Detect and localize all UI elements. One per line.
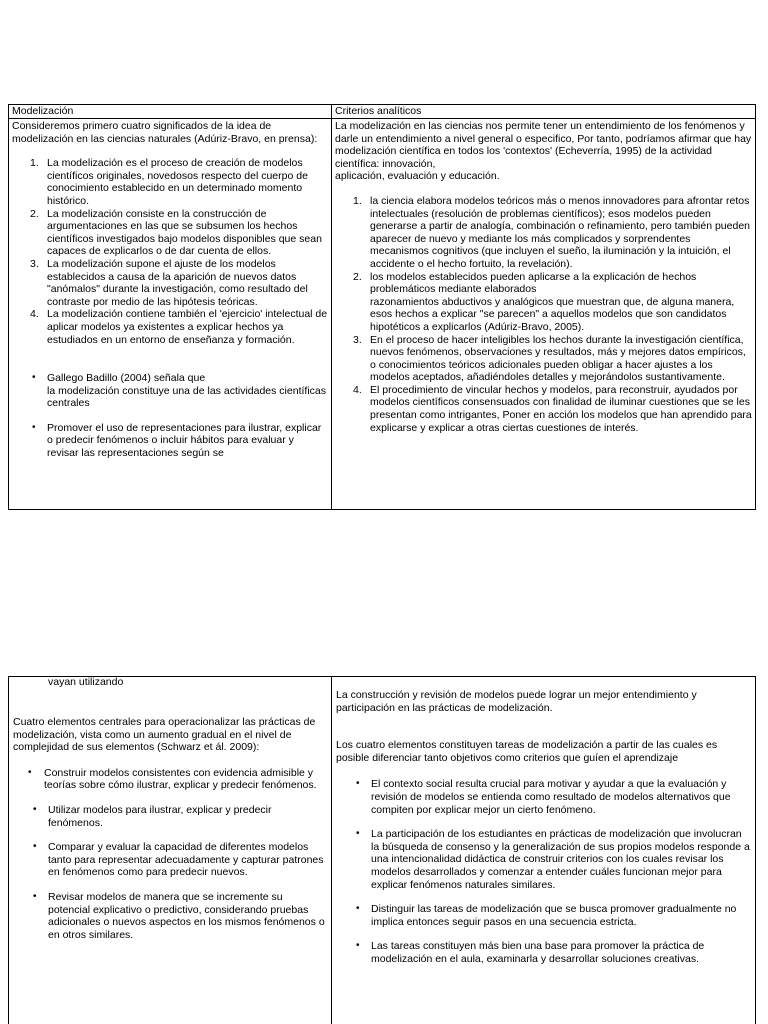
criterios-column [332, 105, 755, 509]
modelization-table [8, 104, 756, 510]
list-item: 3. En el proceso de hacer inteligibles los hechos durante la investigación científica, nuevos fenómenos, observaciones y resultados, más y mejores datos empíricos, o conocimientos teóricos adicionales pueden obligar a hacer ajustes a los modelos aceptados, añadiéndoles detalles y mejorándolos sustantivamente. [353, 333, 746, 384]
continuation-text: vayan utilizando [48, 677, 124, 688]
list-item: 1. la ciencia elabora modelos teóricos más o menos innovadores para afrontar retos intelectuales (resolución de problemas científicos); esos modelos pueden generarse a partir de analogía, combinación o refinamiento, pero también pueden aparecer de nuevo y mediante los más complicados y sorprendentes mecanismos cognitivos (que incluyen el sueño, la iluminación y la intuición, el accidente o el hecho fortuito, la revelación). [353, 194, 750, 270]
list-item: 4. El procedimiento de vincular hechos y modelos, para reconstruir, ayudados por modelos científicos consensuados con finalidad de iluminar cuestiones que se les presentan como intrigantes, Poner en acción los modelos que han aprendido para explicarse y explicar a otras ciertas cuestiones de interés. [353, 383, 752, 434]
list-item: 4. La modelización contiene también el 'ejercicio' intelectual de aplicar modelos ya existentes a explicar hechos ya estudiados en un entorno de enseñanza y formación. [30, 308, 328, 346]
bullet-icon: • [33, 841, 37, 853]
considerations-list [336, 778, 751, 965]
column-header-modelizacion: Modelización [9, 105, 331, 119]
bullet-icon: • [28, 766, 32, 778]
modelizacion-column [9, 105, 332, 509]
list-item: 1. La modelización es el proceso de creación de modelos científicos originales, novedosos respecto del cuerpo de conocimiento establecido en un determinado momento histórico. [30, 157, 308, 207]
right-intro-paragraph: La modelización en las ciencias nos permite tener un entendimiento de los fenómenos y darle un entendimiento a nivel general o especifico, Por tanto, podríamos afirmar que hay modelización científica en todos los 'contextos' (Echeverría, 1995) de la actividad científica: innovación, aplicación, evaluación y educación. [335, 120, 752, 183]
criteria-list [335, 195, 752, 434]
elements-column [9, 677, 332, 1024]
left-bullet-list [12, 372, 328, 460]
objectives-column [332, 677, 755, 1024]
right-second-paragraph: Los cuatro elementos constituyen tareas de modelización a partir de las cuales es posible diferenciar tanto objetivos como criterios que guíen el aprendizaje [336, 739, 718, 764]
bullet-icon: • [32, 372, 36, 384]
bullet-icon: • [356, 778, 360, 790]
list-item: • La participación de los estudiantes en prácticas de modelización que involucran la búsqueda de consenso y la generalización de sus propios modelos responde a una intencionalidad didáctica de construir criterios con los cuales revisar los modelos desarrollados y comenzar a entender cuáles funcionan mejor para explicar fenómenos naturales similares. [356, 828, 750, 891]
list-item: • Construir modelos consistentes con evidencia admisible y teorías sobre cómo ilustrar, explicar y predecir fenómenos. [28, 766, 317, 792]
bullet-icon: • [356, 940, 360, 952]
bullet-icon: • [356, 828, 360, 840]
modelization-tasks-table [8, 676, 756, 1024]
list-item: 2. La modelización consiste en la construcción de argumentaciones en las que se subsumen los hechos científicos investigados bajo modelos disponibles que sean capaces de explicarlos o de dar cuenta de ellos. [30, 207, 322, 258]
list-item: • Revisar modelos de manera que se incremente su potencial explicativo o predictivo, considerando pruebas adicionales o nuevos aspectos en los mismos fenómenos o en otros similares. [33, 890, 325, 941]
left-intro-paragraph: Consideremos primero cuatro significados de la idea de modelización en las ciencias naturales (Adúriz-Bravo, en prensa): [12, 120, 318, 145]
list-item: • Las tareas constituyen más bien una base para promover la práctica de modelización en el aula, examinarla y desarrollar soluciones creativas. [356, 940, 705, 965]
bullet-icon: • [32, 421, 36, 433]
column-header-criterios: Criterios analíticos [332, 105, 755, 119]
list-item: 3. La modelización supone el ajuste de los modelos establecidos a causa de la aparición de nuevos datos "anómalos" durante la investigación, como resultado del contraste por medio de las hipótesis teóricas. [30, 257, 308, 308]
bullet-icon: • [33, 803, 37, 815]
list-item: • Promover el uso de representaciones para ilustrar, explicar o predecir fenómenos o incluir hábitos para evaluar y revisar las representaciones según se [32, 421, 322, 460]
right-intro-paragraph: La construcción y revisión de modelos puede lograr un mejor entendimiento y participación en las prácticas de modelización. [336, 689, 697, 714]
list-item: 2. los modelos establecidos pueden aplicarse a la explicación de hechos problemáticos mediante elaborados razonamientos abductivos y analógicos que muestran que, de alguna manera, esos hechos a explicar "se parecen" a aquellos modelos que son candidatos hipotéticos a explicarlos (Adúriz-Bravo, 2005). [353, 270, 735, 333]
bullet-icon: • [33, 890, 37, 902]
list-item: • Comparar y evaluar la capacidad de diferentes modelos tanto para representar adecuadamente y capturar patrones en fenómenos como para predecir nuevos. [33, 841, 324, 879]
list-item: • Utilizar modelos para ilustrar, explicar y predecir fenómenos. [33, 803, 272, 829]
list-item: • Distinguir las tareas de modelización que se busca promover gradualmente no implica entonces seguir pasos en una secuencia estricta. [356, 903, 737, 928]
bullet-icon: • [356, 903, 360, 915]
elements-list [13, 767, 327, 942]
meanings-list [12, 157, 328, 346]
list-item: • El contexto social resulta crucial para motivar y ayudar a que la evaluación y revisión de modelos se entienda como resultado de modelos alternativos que compiten por explicar mejor un cierto fenómeno. [356, 778, 731, 816]
left-intro-paragraph: Cuatro elementos centrales para operacionalizar las prácticas de modelización, vista como un aumento gradual en el nivel de complejidad de sus elementos (Schwarz et ál. 2009): [13, 716, 316, 754]
list-item: • Gallego Badillo (2004) señala que la modelización constituye una de las actividades científicas centrales [32, 372, 326, 410]
